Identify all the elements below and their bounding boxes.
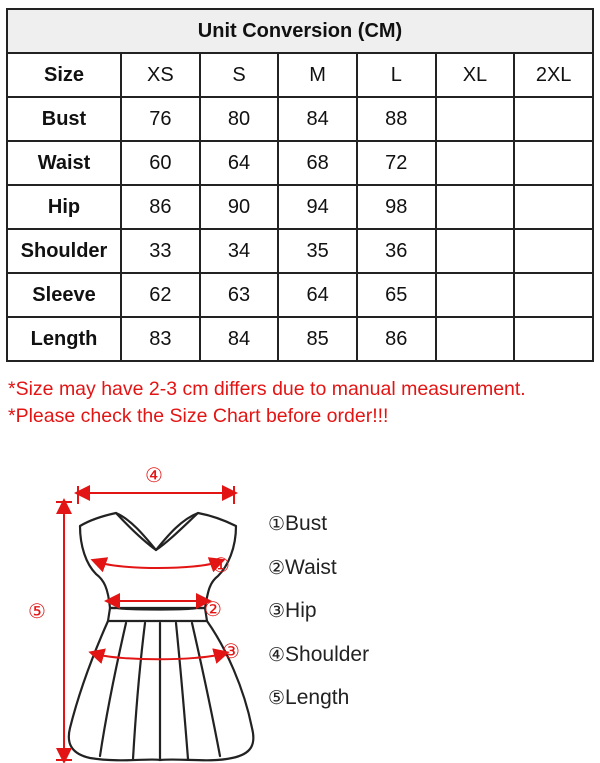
table-row bbox=[7, 317, 593, 361]
table-cell bbox=[436, 317, 515, 361]
legend-number: ① bbox=[268, 513, 286, 535]
table-row bbox=[7, 97, 593, 141]
table-cell: 88 bbox=[357, 97, 436, 141]
table-cell: 63 bbox=[200, 273, 279, 317]
table-cell: 33 bbox=[121, 229, 200, 273]
table-row bbox=[7, 141, 593, 185]
table-cell bbox=[436, 141, 515, 185]
waist-marker: ② bbox=[204, 597, 222, 621]
legend-number: ③ bbox=[268, 600, 286, 622]
row-label: Hip bbox=[7, 185, 121, 229]
table-cell: 64 bbox=[278, 273, 357, 317]
table-cell: 98 bbox=[357, 185, 436, 229]
table-cell bbox=[436, 273, 515, 317]
table-cell bbox=[514, 273, 593, 317]
note-check-size-chart: *Please check the Size Chart before order!!! bbox=[8, 405, 389, 427]
note-measurement-tolerance: *Size may have 2-3 cm differs due to manual measurement. bbox=[8, 378, 526, 400]
table-cell: 84 bbox=[200, 317, 279, 361]
legend-item bbox=[268, 643, 369, 687]
legend-label: Shoulder bbox=[285, 642, 370, 666]
legend-item bbox=[268, 556, 369, 600]
row-label: Waist bbox=[7, 141, 121, 185]
table-cell bbox=[436, 97, 515, 141]
table-cell: 94 bbox=[278, 185, 357, 229]
legend-label: Waist bbox=[285, 555, 337, 579]
table-cell bbox=[514, 317, 593, 361]
row-label: Sleeve bbox=[7, 273, 121, 317]
table-cell bbox=[514, 229, 593, 273]
table-cell: 86 bbox=[357, 317, 436, 361]
table-cell: 80 bbox=[200, 97, 279, 141]
header-cell-size: Size bbox=[7, 53, 121, 97]
header-cell-l: L bbox=[357, 53, 436, 97]
row-label: Shoulder bbox=[7, 229, 121, 273]
table-cell: 83 bbox=[121, 317, 200, 361]
table-cell: 72 bbox=[357, 141, 436, 185]
table-cell: 35 bbox=[278, 229, 357, 273]
hip-marker: ③ bbox=[222, 639, 240, 663]
row-label: Length bbox=[7, 317, 121, 361]
bust-marker: ① bbox=[212, 553, 230, 577]
legend-item bbox=[268, 512, 369, 556]
header-cell-2xl: 2XL bbox=[514, 53, 593, 97]
size-notes bbox=[8, 376, 600, 430]
table-cell: 76 bbox=[121, 97, 200, 141]
legend-label: Length bbox=[285, 686, 350, 709]
legend-item bbox=[268, 686, 369, 730]
table-cell bbox=[514, 97, 593, 141]
header-cell-xl: XL bbox=[436, 53, 515, 97]
header-cell-s: S bbox=[200, 53, 279, 97]
row-label: Bust bbox=[7, 97, 121, 141]
table-cell bbox=[436, 229, 515, 273]
header-cell-m: M bbox=[278, 53, 357, 97]
legend-label: Bust bbox=[285, 512, 328, 535]
length-marker: ⑤ bbox=[28, 599, 46, 623]
table-cell: 34 bbox=[200, 229, 279, 273]
dress-outline bbox=[69, 513, 254, 760]
legend-label: Hip bbox=[285, 599, 317, 622]
table-cell: 85 bbox=[278, 317, 357, 361]
table-header-row bbox=[7, 53, 593, 97]
legend-number: ④ bbox=[268, 643, 286, 666]
table-cell bbox=[436, 185, 515, 229]
size-chart-table bbox=[6, 8, 594, 362]
legend-number: ② bbox=[268, 556, 286, 579]
table-cell: 60 bbox=[121, 141, 200, 185]
table-row bbox=[7, 273, 593, 317]
table-title-row bbox=[7, 9, 593, 53]
table-cell: 86 bbox=[121, 185, 200, 229]
table-row bbox=[7, 229, 593, 273]
table-cell bbox=[514, 141, 593, 185]
table-cell: 62 bbox=[121, 273, 200, 317]
header-cell-xs: XS bbox=[121, 53, 200, 97]
table-cell bbox=[514, 185, 593, 229]
legend-item bbox=[268, 599, 369, 643]
table-cell: 64 bbox=[200, 141, 279, 185]
table-cell: 84 bbox=[278, 97, 357, 141]
bust-measure-line bbox=[98, 562, 218, 568]
table-cell: 36 bbox=[357, 229, 436, 273]
table-cell: 65 bbox=[357, 273, 436, 317]
table-cell: 90 bbox=[200, 185, 279, 229]
table-cell: 68 bbox=[278, 141, 357, 185]
table-row bbox=[7, 185, 593, 229]
shoulder-marker: ④ bbox=[145, 463, 163, 487]
measurement-legend bbox=[268, 512, 369, 730]
legend-number: ⑤ bbox=[268, 687, 286, 709]
table-title: Unit Conversion (CM) bbox=[7, 9, 593, 53]
